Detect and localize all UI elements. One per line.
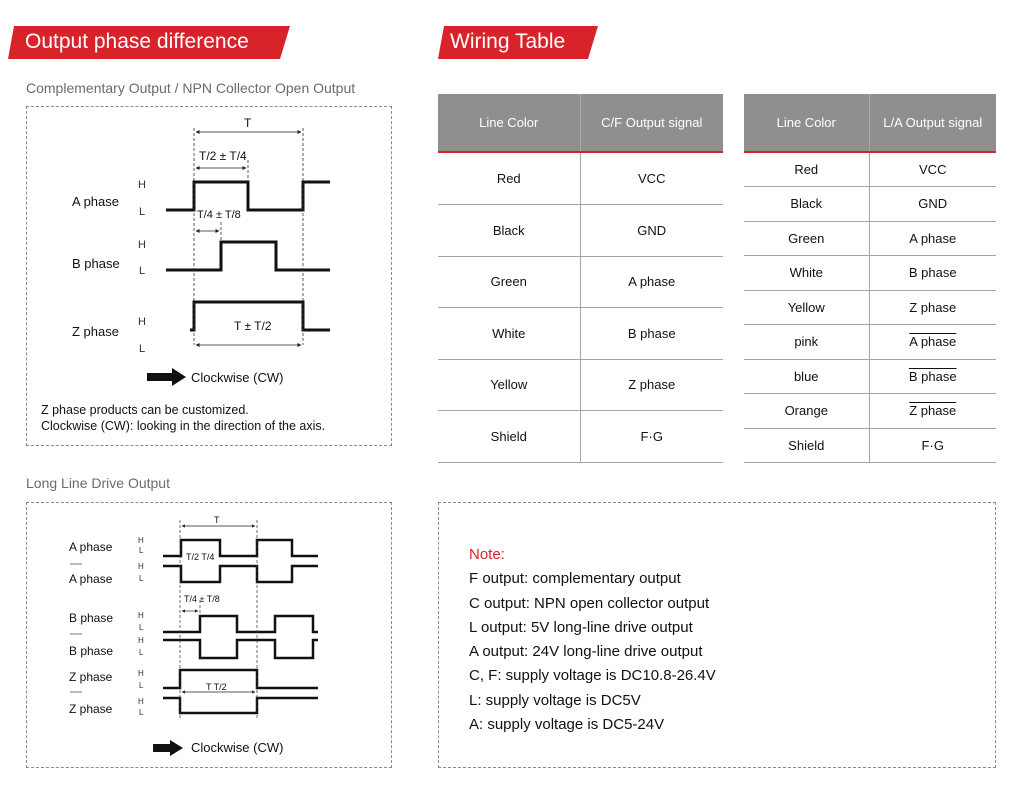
b-phase-label: B phase	[72, 256, 120, 271]
output-phase-banner	[8, 26, 290, 59]
ll-b-phase-label: B phase	[69, 611, 114, 625]
cf-line-color: Yellow	[438, 359, 580, 410]
output-phase-title: Output phase difference	[25, 30, 249, 53]
note-line: C output: NPN open collector output	[469, 594, 710, 612]
cf-output-signal: A phase	[580, 256, 723, 307]
cf-header-line-color: Line Color	[438, 94, 580, 152]
la-output-signal: F·G	[869, 428, 996, 462]
cf-line-color: Shield	[438, 410, 580, 462]
la-line-color: Green	[744, 221, 869, 255]
ab-pulse-label: T/2 ± T/4	[199, 149, 247, 163]
clockwise-label: Clockwise (CW)	[191, 370, 284, 385]
z-phase-label: Z phase	[72, 324, 119, 339]
ll-level-low: L	[139, 708, 144, 717]
ll-a-phase-inv-label: A phase	[69, 572, 113, 586]
inverted-signal: B phase	[908, 368, 957, 384]
ll-level-high: H	[138, 611, 144, 620]
z-pulse-label: T ± T/2	[234, 319, 272, 333]
table-row	[438, 410, 723, 462]
table-row	[744, 152, 996, 186]
ll-period-label: T	[214, 515, 220, 525]
table-row	[744, 221, 996, 255]
table-row	[744, 324, 996, 359]
table-row	[744, 428, 996, 462]
cf-output-signal: F·G	[580, 410, 723, 462]
ll-z-phase-label: Z phase	[69, 670, 113, 684]
la-output-signal	[869, 359, 996, 393]
table-row	[438, 307, 723, 359]
la-line-color: White	[744, 255, 869, 290]
ll-level-low: L	[139, 574, 144, 583]
note-title: Note:	[469, 546, 505, 563]
table-row	[744, 393, 996, 428]
period-label: T	[244, 116, 252, 130]
table-row	[744, 186, 996, 221]
ll-offset-label: T/4 ± T/8	[184, 594, 220, 604]
long-line-diagram-box	[26, 502, 392, 768]
note-line: C, F: supply voltage is DC10.8-26.4V	[469, 667, 716, 685]
wiring-table-banner	[438, 26, 598, 59]
la-output-signal: A phase	[869, 221, 996, 255]
complementary-diagram-box	[26, 106, 392, 446]
note-line: L: supply voltage is DC5V	[469, 691, 641, 709]
table-row	[438, 256, 723, 307]
cf-output-signal: Z phase	[580, 359, 723, 410]
long-line-subtitle: Long Line Drive Output	[26, 475, 170, 491]
a-high-level: H	[138, 179, 146, 191]
table-row	[744, 359, 996, 393]
ll-level-high: H	[138, 562, 144, 571]
b-high-level: H	[138, 239, 146, 251]
z-low-level: L	[139, 343, 146, 355]
la-output-signal: Z phase	[869, 290, 996, 324]
note-list	[469, 543, 716, 737]
cf-line-color: Black	[438, 204, 580, 256]
ll-level-low: L	[139, 546, 144, 555]
ll-level-low: L	[139, 623, 144, 632]
inverted-signal: A phase	[909, 334, 957, 349]
cf-output-signal: VCC	[580, 152, 723, 204]
ll-level-low: L	[139, 648, 144, 657]
table-row	[744, 290, 996, 324]
ll-level-high: H	[138, 636, 144, 645]
la-line-color: pink	[744, 324, 869, 359]
table-row	[744, 255, 996, 290]
note-line: A output: 24V long-line drive output	[469, 643, 703, 661]
note-line: F output: complementary output	[469, 570, 681, 588]
ll-a-phase-label: A phase	[69, 540, 113, 554]
note-line: L output: 5V long-line drive output	[469, 618, 693, 636]
cf-line-color: White	[438, 307, 580, 359]
a-phase-label: A phase	[72, 194, 119, 209]
table-row	[438, 152, 723, 204]
b-low-level: L	[139, 265, 146, 277]
la-output-signal	[869, 324, 996, 359]
ll-ab-pulse-label: T/2 T/4	[186, 552, 215, 562]
cf-line-color: Red	[438, 152, 580, 204]
la-wiring-table	[744, 94, 996, 463]
note-line: A: supply voltage is DC5-24V	[469, 716, 665, 734]
cf-line-color: Green	[438, 256, 580, 307]
la-line-color: blue	[744, 359, 869, 393]
cf-output-signal: B phase	[580, 307, 723, 359]
la-output-signal	[869, 393, 996, 428]
ll-z-pulse-label: T T/2	[206, 682, 227, 692]
clockwise-note: Clockwise (CW): looking in the direction of the axis.	[41, 419, 326, 433]
la-output-signal: B phase	[869, 255, 996, 290]
ll-level-high: H	[138, 669, 144, 678]
z-high-level: H	[138, 316, 146, 328]
la-header-line-color: Line Color	[744, 94, 869, 152]
la-line-color: Orange	[744, 393, 869, 428]
ll-level-low: L	[139, 681, 144, 690]
cf-output-signal: GND	[580, 204, 723, 256]
cf-wiring-table	[438, 94, 723, 463]
wiring-table-title: Wiring Table	[450, 30, 566, 53]
la-line-color: Red	[744, 152, 869, 186]
ll-b-phase-inv-label: B phase	[69, 644, 114, 658]
ll-level-high: H	[138, 536, 144, 545]
la-header-output-signal: L/A Output signal	[869, 94, 996, 152]
ll-z-phase-inv-label: Z phase	[69, 702, 113, 716]
ll-clockwise-label: Clockwise (CW)	[191, 740, 284, 755]
la-line-color: Yellow	[744, 290, 869, 324]
cf-header-output-signal: C/F Output signal	[580, 94, 723, 152]
table-row	[438, 359, 723, 410]
la-output-signal: GND	[869, 186, 996, 221]
la-line-color: Black	[744, 186, 869, 221]
ll-level-high: H	[138, 697, 144, 706]
offset-label: T/4 ± T/8	[197, 209, 241, 221]
la-output-signal: VCC	[869, 152, 996, 186]
a-low-level: L	[139, 206, 146, 218]
complementary-subtitle: Complementary Output / NPN Collector Open Output	[26, 80, 356, 96]
inverted-signal: Z phase	[909, 403, 957, 418]
z-customize-note: Z phase products can be customized.	[41, 403, 249, 417]
la-line-color: Shield	[744, 428, 869, 462]
table-row	[438, 204, 723, 256]
